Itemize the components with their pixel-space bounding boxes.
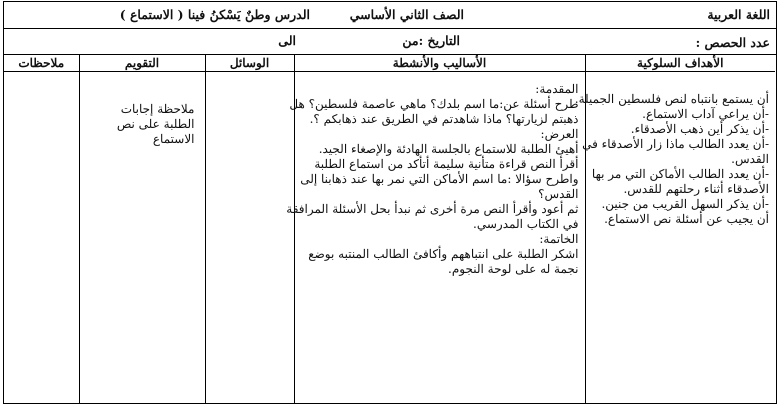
evaluation-line: ملاحظة إجابات [120,102,195,116]
header-row-1 [4,2,776,29]
column-header-objectives: الأهداف السلوكية [585,54,775,72]
activity-line: أهيئ الطلبة للاستماع بالجلسة الهادئة والإصغاء الجيد. [318,142,579,156]
activities-cell [286,72,585,404]
objective-line: -أن يراعي آداب الاستماع. [642,107,769,121]
objective-line: الأصدقاء أثناء رحلتهم للقدس. [623,182,769,196]
table-header-row [4,54,775,72]
grade-label: الصف الثاني الأساسي [349,7,464,22]
activity-line: ثم أعود وأقرأ النص مرة أخرى ثم نبدأ بحل الأسئلة المرافقة [286,202,579,216]
activity-line: القدس؟ [538,187,579,201]
subject-label: اللغة العربية [707,7,770,22]
lesson-title: الدرس وطنٌ يَسْكنُ فينا ( الاستماع ) [119,7,310,22]
activity-line: ذهبتم لزيارتها؟ ماذا شاهدتم في الطريق عند ذهابكم ؟. [309,112,579,126]
objective-line: -أن يذكر أين ذهب الأصدقاء. [630,122,769,136]
evaluation-line: الاستماع [152,132,195,146]
date-to-label: الى [278,33,296,48]
activity-line: نجمة له على لوحة النجوم. [448,262,579,276]
objective-line: -أن يعدد الطالب ماذا زار الأصدقاء في [582,137,769,151]
lesson-plan-table [4,54,775,403]
column-header-tools: الوسائل [205,54,294,72]
activities-conclusion-heading: الخاتمة: [539,232,579,246]
objective-line: أن يستمع بانتباه لنص فلسطين الجميلة. [574,92,769,106]
column-header-evaluation: التقويم [79,54,205,72]
objective-line: -أن يذكر السهل القريب من جنين. [601,197,769,211]
activity-line: في الكتاب المدرسي. [473,217,579,231]
table-body-row [4,72,775,404]
evaluation-cell [79,72,205,404]
activity-line: أقرأ النص قراءة متأنية سليمة أتأكد من استماع الطلبة [314,157,579,171]
activity-line: واطرح سؤالا :ما اسم الأماكن التي نمر بها عند ذهابنا إلى [300,172,579,186]
activities-presentation-heading: العرض: [540,127,579,141]
column-header-notes: ملاحظات [4,54,79,72]
objectives-cell [574,72,775,404]
date-label: التاريخ :من [402,33,460,48]
activities-intro-heading: المقدمة: [535,82,579,96]
activity-line: اشكر الطلبة على انتباههم وأكافئ الطالب المنتبه بوضع [308,247,579,261]
activity-line: طرح أسئلة عن:ما اسم بلدك؟ ماهي عاصمة فلسطين؟ هل [289,97,579,111]
objective-line: أن يجيب عن أسئلة نص الاستماع. [604,212,769,226]
header-row-2 [4,28,776,55]
column-header-activities: الأساليب والأنشطة [294,54,585,72]
sessions-label: عدد الحصص : [695,35,770,50]
evaluation-line: الطلبة على نص [116,117,195,131]
lesson-plan-page [3,1,777,404]
objective-line: القدس. [731,152,769,166]
notes-cell [4,72,79,404]
tools-cell [205,72,294,404]
objective-line: -أن يعدد الطالب الأماكن التي مر بها [591,167,769,181]
